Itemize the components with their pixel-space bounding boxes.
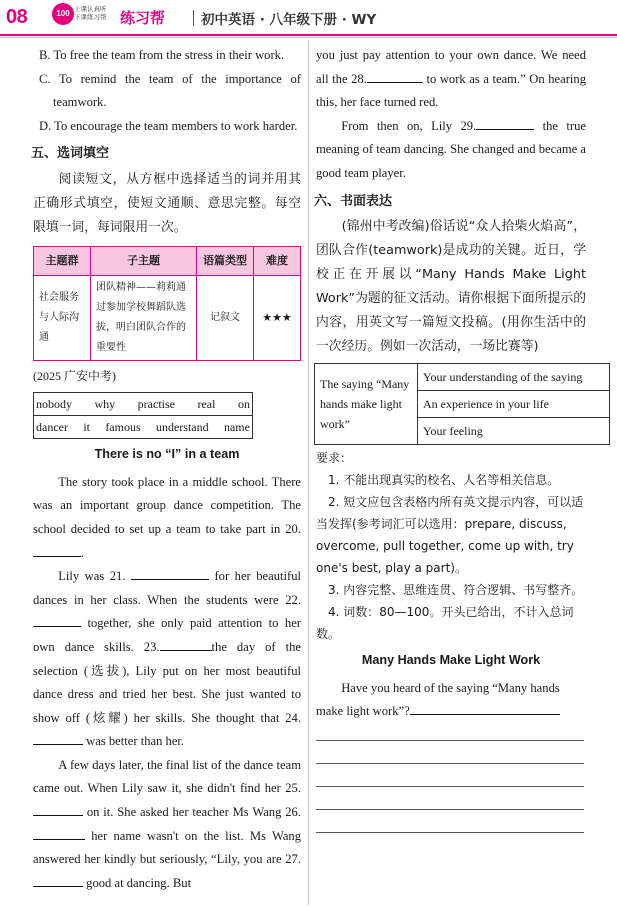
publisher-logo (52, 3, 114, 33)
page-number: 08 (6, 6, 28, 28)
answer-blank-20[interactable] (33, 542, 81, 557)
word-box-row: nobody why practise real on (36, 397, 250, 412)
info-header-difficulty: 难度 (254, 246, 301, 275)
writing-prompt-table (314, 363, 610, 445)
info-header-theme: 主题群 (34, 246, 91, 275)
requirement-1: 1. 不能出现真实的校名、人名等相关信息。 (328, 473, 560, 488)
word-box (33, 392, 253, 439)
info-header-subtheme: 子主题 (91, 246, 197, 275)
question-number-28: 28. (351, 71, 367, 86)
source-note: (2025 广安中考) (33, 368, 116, 383)
question-number-26: 26. (285, 805, 301, 820)
right-column (316, 44, 586, 833)
prompt-experience: An experience in your life (418, 391, 610, 418)
answer-blank-27[interactable] (33, 872, 83, 887)
answer-blank-24[interactable] (33, 730, 83, 745)
info-text-type: 记叙文 (197, 275, 254, 360)
prompt-understanding: Your understanding of the saying (418, 364, 610, 391)
question-number-23: 23. (143, 639, 160, 654)
answer-blank-29[interactable] (476, 115, 534, 130)
answer-blank-25[interactable] (33, 801, 83, 816)
question-number-27: 27. (285, 852, 301, 867)
word-box-row: dancer it famous understand name (34, 415, 252, 438)
answer-blank-22[interactable] (33, 612, 81, 627)
question-number-24: 24. (285, 710, 301, 725)
requirement-2: 2. 短文应包含表格内所有英文提示内容，可以适当发挥(参考词汇可以选用：prepare, discuss, overcome, pull together, come up with, try one's best, play a part)。 (316, 495, 584, 576)
passage-title: There is no “I” in a team (94, 447, 240, 462)
essay-writing-line[interactable] (316, 763, 584, 764)
paragraph-2: Lily was 21. for her beautiful dances in her class. When the students were 22. together, she only paid attention to her own dance skills. 23. the day of the selection (选拔), Lily put on her most beautiful dance dress and tried her best. She just wanted to show off (炫耀) her skills. She thought that 24. was better than her. (33, 565, 301, 754)
info-sub-theme: 团队精神——莉莉通过参加学校舞蹈队选拔，明白团队合作的重要性 (91, 275, 197, 360)
left-column (33, 44, 301, 895)
brand-name: 练习帮 (120, 9, 166, 27)
info-header-type: 语篇类型 (197, 246, 254, 275)
section6-instructions: (锦州中考改编)俗话说“众人拾柴火焰高”，团队合作(teamwork)是成功的关键。近日，学校正在开展以“Many Hands Make Light Work”为题的征文活动。请你根据下面所提示的内容，用英文写一篇短文投稿。(用你生活中的一次经历。例如一次活动，一场比赛等) (316, 219, 586, 355)
question-number-20: 20. (285, 521, 301, 536)
prompt-feeling: Your feeling (418, 418, 610, 445)
essay-title: Many Hands Make Light Work (361, 653, 541, 668)
question-number-22: 22. (285, 592, 301, 607)
essay-opening: Have you heard of the saying “Many hands make light work”? (316, 680, 560, 719)
essay-writing-line[interactable] (316, 740, 584, 741)
requirement-4: 4. 词数：80—100。开头已给出，不计入总词数。 (316, 605, 574, 642)
prompt-saying: The saying “Many hands make light work” (315, 364, 418, 445)
section5-instructions: 阅读短文，从方框中选择适当的词并用其正确形式填空，使短文通顺、意思完整。每空限填一词，每词限用一次。 (33, 171, 301, 235)
column-divider (308, 40, 309, 905)
info-theme-group: 社会服务与人际沟通 (34, 275, 91, 360)
answer-blank-21[interactable] (131, 565, 209, 580)
logo-slogan: 上课认真听 下课练习帮 (74, 5, 107, 21)
essay-writing-line[interactable] (316, 809, 584, 810)
answer-blank-23[interactable] (160, 636, 212, 651)
answer-blank-28[interactable] (367, 68, 423, 83)
option-d: D. To encourage the team members to work harder. (39, 118, 298, 133)
page-header (0, 0, 617, 36)
logo-badge: 100 (52, 3, 74, 25)
requirements-title: 要求： (316, 451, 353, 466)
paragraph-3: A few days later, the final list of the dance team came out. When Lily saw it, she didn't find her 25. on it. She asked her teacher Ms Wang 26. her name wasn't on the list. Ms Wang answered her kindly but seriously, “Lily, you are 27. good at dancing. But (33, 757, 302, 890)
option-c: C. To remind the team of the importance of teamwork. (39, 71, 301, 110)
paragraph-1: The story took place in a middle school. There was an important group dance competition. The school decided to set up a team to take part in 20.. (33, 474, 301, 560)
essay-writing-line[interactable] (316, 832, 584, 833)
header-rule-thin (0, 37, 617, 38)
question-number-29: 29. (460, 118, 477, 133)
section6-title: 六、书面表达 (314, 193, 393, 209)
section5-title: 五、选词填空 (31, 146, 110, 162)
essay-writing-line-first[interactable] (410, 700, 560, 715)
info-difficulty-stars: ★★★ (254, 275, 301, 360)
option-b: B. To free the team from the stress in their work. (39, 48, 285, 62)
header-divider (193, 10, 194, 26)
book-title: 初中英语 · 八年级下册 · WY (201, 12, 377, 28)
info-table (33, 246, 301, 361)
requirement-3: 3. 内容完整、思维连贯、符合逻辑、书写整齐。 (328, 583, 584, 598)
question-number-25: 25. (285, 781, 301, 796)
answer-blank-26[interactable] (33, 825, 85, 840)
paragraph-4: From then on, Lily 29. the true meaning of team dancing. She changed and became a good team player. (316, 115, 586, 186)
paragraph-3-cont: you just pay attention to your own dance. We need all the 28. to work as a team.” On hearing this, her face turned red. (316, 48, 586, 110)
essay-writing-line[interactable] (316, 786, 584, 787)
header-rule (0, 34, 617, 36)
